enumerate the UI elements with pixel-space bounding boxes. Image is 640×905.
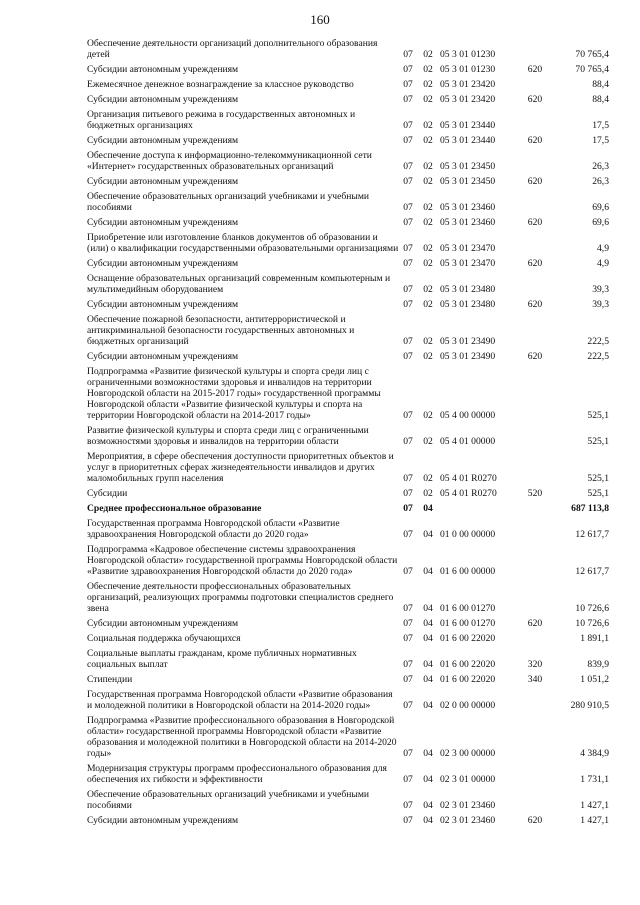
table-row — [87, 544, 609, 581]
row-subsection: 04 — [423, 659, 433, 670]
row-section: 07 — [403, 79, 413, 90]
row-name: Государственная программа Новгородской области «Развитие образования и молодежной политики в Новгородской области на 2014-2020 годы» — [87, 689, 393, 711]
row-target-article: 05 3 01 01230 — [440, 64, 496, 75]
table-row — [87, 64, 609, 79]
row-section: 07 — [403, 674, 413, 685]
row-name: Подпрограмма «Кадровое обеспечение системы здравоохранения Новгородской области» государственной программы Новгородской области «Развитие здравоохранения Новгородской области до 2020 года» — [87, 544, 398, 577]
row-name: Социальная поддержка обучающихся — [87, 633, 241, 644]
row-subsection: 02 — [423, 202, 433, 213]
row-section: 07 — [403, 49, 413, 60]
row-expense-type — [522, 191, 548, 217]
row-section: 07 — [403, 748, 413, 759]
row-section: 07 — [403, 436, 413, 447]
row-name: Подпрограмма «Развитие профессионального образования в Новгородской области» государственной программы Новгородской области «Развитие образования и молодежной политики в Новгородской области на 2014-2020 годы» — [87, 715, 397, 759]
row-section: 07 — [403, 566, 413, 577]
row-subsection: 02 — [423, 351, 433, 362]
row-name: Субсидии автономным учреждениям — [87, 176, 239, 187]
row-section: 07 — [403, 488, 413, 499]
table-row — [87, 351, 609, 366]
row-subsection: 04 — [423, 674, 433, 685]
row-amount: 1 427,1 — [580, 800, 609, 811]
row-section: 07 — [403, 284, 413, 295]
row-expense-type — [522, 273, 548, 299]
table-row — [87, 763, 609, 789]
row-subsection: 02 — [423, 436, 433, 447]
row-target-article: 05 4 01 00000 — [440, 436, 496, 447]
row-target-article: 05 3 01 23460 — [440, 202, 496, 213]
table-row — [87, 135, 609, 150]
row-expense-type — [522, 451, 548, 488]
row-amount: 525,1 — [587, 410, 609, 421]
row-name: Субсидии автономным учреждениям — [87, 94, 239, 105]
row-target-article: 02 3 01 23460 — [440, 815, 496, 826]
row-expense-type — [522, 581, 548, 618]
table-row — [87, 94, 609, 109]
row-expense-type: 620 — [527, 815, 543, 826]
row-expense-type — [522, 715, 548, 763]
row-section: 07 — [403, 700, 413, 711]
row-amount: 525,1 — [587, 473, 609, 484]
row-section: 07 — [403, 815, 413, 826]
table-row — [87, 789, 609, 815]
row-section: 07 — [403, 217, 413, 228]
row-expense-type — [522, 789, 548, 815]
row-amount: 69,6 — [592, 217, 609, 228]
row-subsection: 02 — [423, 135, 433, 146]
row-subsection: 02 — [423, 49, 433, 60]
row-target-article: 05 4 01 R0270 — [440, 488, 497, 499]
row-subsection: 04 — [423, 815, 433, 826]
table-row — [87, 109, 609, 135]
row-target-article: 05 4 01 R0270 — [440, 473, 497, 484]
table-row — [87, 451, 609, 488]
row-expense-type — [522, 763, 548, 789]
row-subsection: 04 — [423, 566, 433, 577]
row-amount: 26,3 — [592, 176, 609, 187]
row-target-article: 05 3 01 23490 — [440, 336, 496, 347]
row-target-article: 02 0 00 00000 — [440, 700, 496, 711]
row-amount: 222,5 — [587, 336, 609, 347]
table-row — [87, 217, 609, 232]
row-target-article: 05 3 01 23420 — [440, 94, 496, 105]
table-row — [87, 633, 609, 648]
row-target-article: 05 3 01 23450 — [440, 176, 496, 187]
row-section: 07 — [403, 503, 413, 514]
row-subsection: 04 — [423, 633, 433, 644]
row-name: Среднее профессиональное образование — [87, 503, 262, 514]
row-target-article: 05 3 01 23490 — [440, 351, 496, 362]
row-section: 07 — [403, 410, 413, 421]
row-target-article: 01 6 00 00000 — [440, 566, 496, 577]
row-subsection: 02 — [423, 299, 433, 310]
row-section: 07 — [403, 258, 413, 269]
row-target-article: 01 6 00 01270 — [440, 618, 496, 629]
row-amount: 687 113,8 — [571, 503, 609, 514]
row-section: 07 — [403, 603, 413, 614]
row-amount: 17,5 — [592, 120, 609, 131]
row-amount: 88,4 — [592, 94, 609, 105]
row-expense-type — [522, 314, 548, 351]
row-name: Модернизация структуры программ профессионального образования для обеспечения их гибкости и эффективности — [87, 763, 387, 785]
row-expense-type: 620 — [527, 94, 543, 105]
row-name: Ежемесячное денежное вознаграждение за классное руководство — [87, 79, 354, 90]
row-name: Социальные выплаты гражданам, кроме публичных нормативных социальных выплат — [87, 648, 357, 670]
row-name: Оснащение образовательных организаций современным компьютерным и мультимедийным оборудованием — [87, 273, 391, 295]
row-subsection: 02 — [423, 410, 433, 421]
row-expense-type: 620 — [527, 135, 543, 146]
row-expense-type — [522, 503, 548, 518]
row-amount: 39,3 — [592, 299, 609, 310]
row-amount: 1 891,1 — [580, 633, 609, 644]
row-expense-type — [522, 633, 548, 648]
table-row — [87, 258, 609, 273]
row-name: Мероприятия, в сфере обеспечения доступности приоритетных объектов и услуг в приоритетных сферах жизнедеятельности инвалидов и других маломобильных групп населения — [87, 451, 394, 484]
table-row — [87, 425, 609, 451]
table-row — [87, 79, 609, 94]
row-name: Обеспечение деятельности профессиональных образовательных организаций, реализующих программы подготовки специалистов среднего звена — [87, 581, 394, 614]
row-expense-type: 620 — [527, 258, 543, 269]
row-name: Обеспечение деятельности организаций дополнительного образования детей — [87, 38, 378, 60]
row-target-article: 05 3 01 23440 — [440, 120, 496, 131]
row-target-article: 05 4 00 00000 — [440, 410, 496, 421]
row-section: 07 — [403, 64, 413, 75]
row-section: 07 — [403, 800, 413, 811]
row-subsection: 04 — [423, 618, 433, 629]
row-subsection: 02 — [423, 473, 433, 484]
row-subsection: 02 — [423, 94, 433, 105]
row-amount: 222,5 — [587, 351, 609, 362]
row-expense-type — [522, 366, 548, 425]
row-name: Обеспечение образовательных организаций учебниками и учебными пособиями — [87, 191, 370, 213]
table-row — [87, 488, 609, 503]
row-target-article: 02 3 01 00000 — [440, 774, 496, 785]
row-name: Субсидии автономным учреждениям — [87, 217, 239, 228]
table-row — [87, 38, 609, 64]
row-target-article — [440, 503, 522, 518]
row-subsection: 02 — [423, 284, 433, 295]
row-section: 07 — [403, 473, 413, 484]
row-name: Субсидии автономным учреждениям — [87, 64, 239, 75]
table-row — [87, 191, 609, 217]
row-name: Субсидии автономным учреждениям — [87, 258, 239, 269]
row-subsection: 02 — [423, 243, 433, 254]
table-row — [87, 176, 609, 191]
row-section: 07 — [403, 299, 413, 310]
row-subsection: 04 — [423, 503, 433, 514]
row-expense-type: 320 — [527, 659, 543, 670]
row-subsection: 02 — [423, 120, 433, 131]
page-number: 160 — [310, 12, 330, 27]
table-row — [87, 366, 609, 425]
row-name: Субсидии автономным учреждениям — [87, 135, 239, 146]
row-subsection: 02 — [423, 64, 433, 75]
row-expense-type — [522, 109, 548, 135]
row-amount: 525,1 — [587, 488, 609, 499]
row-expense-type: 620 — [527, 299, 543, 310]
row-target-article: 02 3 00 00000 — [440, 748, 496, 759]
row-amount: 88,4 — [592, 79, 609, 90]
row-amount: 39,3 — [592, 284, 609, 295]
row-target-article: 05 3 01 23480 — [440, 284, 496, 295]
row-subsection: 04 — [423, 748, 433, 759]
row-target-article: 01 6 00 22020 — [440, 659, 496, 670]
row-subsection: 04 — [423, 774, 433, 785]
row-section: 07 — [403, 774, 413, 785]
row-expense-type — [522, 689, 548, 715]
row-name: Организация питьевого режима в государственных автономных и бюджетных организациях — [87, 109, 356, 131]
row-amount: 1 731,1 — [580, 774, 609, 785]
row-expense-type: 620 — [527, 176, 543, 187]
row-subsection: 04 — [423, 603, 433, 614]
row-expense-type: 620 — [527, 618, 543, 629]
row-amount: 4 384,9 — [580, 748, 609, 759]
row-section: 07 — [403, 336, 413, 347]
row-expense-type — [522, 38, 548, 64]
row-target-article: 01 0 00 00000 — [440, 529, 496, 540]
row-target-article: 01 6 00 22020 — [440, 674, 496, 685]
row-amount: 1 427,1 — [580, 815, 609, 826]
row-name: Субсидии автономным учреждениям — [87, 299, 239, 310]
table-row — [87, 273, 609, 299]
row-amount: 839,9 — [587, 659, 609, 670]
row-target-article: 05 3 01 23470 — [440, 258, 496, 269]
row-target-article: 01 6 00 22020 — [440, 633, 496, 644]
row-expense-type — [522, 544, 548, 581]
table-row — [87, 518, 609, 544]
row-target-article: 05 3 01 23450 — [440, 161, 496, 172]
row-expense-type — [522, 150, 548, 176]
row-section: 07 — [403, 243, 413, 254]
row-name: Развитие физической культуры и спорта среди лиц с ограниченными возможностями здоровья и инвалидов на территории области — [87, 425, 369, 447]
row-section: 07 — [403, 529, 413, 540]
row-target-article: 05 3 01 23420 — [440, 79, 496, 90]
row-expense-type — [522, 425, 548, 451]
row-amount: 4,9 — [597, 258, 609, 269]
row-section: 07 — [403, 176, 413, 187]
row-amount: 10 726,6 — [575, 618, 609, 629]
row-name: Приобретение или изготовление бланков документов об образовании и (или) о квалификации государственными образовательными организациями — [87, 232, 399, 254]
row-section: 07 — [403, 120, 413, 131]
table-row — [87, 815, 609, 830]
row-subsection: 02 — [423, 258, 433, 269]
row-section: 07 — [403, 135, 413, 146]
row-amount: 4,9 — [597, 243, 609, 254]
row-amount: 10 726,6 — [575, 603, 609, 614]
row-name: Обеспечение доступа к информационно-телекоммуникационной сети «Интернет» государственных образовательных организаций — [87, 150, 372, 172]
row-target-article: 05 3 01 23440 — [440, 135, 496, 146]
row-section: 07 — [403, 94, 413, 105]
row-subsection: 04 — [423, 700, 433, 711]
row-subsection: 02 — [423, 161, 433, 172]
row-amount: 69,6 — [592, 202, 609, 213]
row-target-article: 05 3 01 23480 — [440, 299, 496, 310]
row-section: 07 — [403, 659, 413, 670]
budget-rows — [87, 38, 609, 830]
table-row — [87, 674, 609, 689]
row-subsection: 02 — [423, 336, 433, 347]
row-expense-type — [522, 232, 548, 258]
table-row — [87, 232, 609, 258]
row-subsection: 02 — [423, 217, 433, 228]
row-target-article: 05 3 01 23460 — [440, 217, 496, 228]
table-row — [87, 689, 609, 715]
budget-table — [87, 38, 609, 830]
row-subsection: 02 — [423, 176, 433, 187]
table-row — [87, 581, 609, 618]
row-expense-type: 620 — [527, 64, 543, 75]
table-row — [87, 299, 609, 314]
row-amount: 70 765,4 — [575, 49, 609, 60]
table-row — [87, 150, 609, 176]
row-name: Обеспечение образовательных организаций учебниками и учебными пособиями — [87, 789, 370, 811]
row-expense-type — [522, 518, 548, 544]
table-row — [87, 648, 609, 674]
row-expense-type: 620 — [527, 351, 543, 362]
table-row — [87, 503, 609, 518]
row-subsection: 04 — [423, 529, 433, 540]
row-expense-type — [522, 79, 548, 94]
row-amount: 26,3 — [592, 161, 609, 172]
row-target-article: 02 3 01 23460 — [440, 800, 496, 811]
row-target-article: 01 6 00 01270 — [440, 603, 496, 614]
row-section: 07 — [403, 633, 413, 644]
row-expense-type: 520 — [527, 488, 543, 499]
row-section: 07 — [403, 618, 413, 629]
row-amount: 12 617,7 — [575, 566, 609, 577]
table-row — [87, 618, 609, 633]
row-name: Субсидии — [87, 488, 128, 499]
row-amount: 12 617,7 — [575, 529, 609, 540]
row-name: Субсидии автономным учреждениям — [87, 618, 239, 629]
table-row — [87, 715, 609, 763]
row-amount: 280 910,5 — [570, 700, 609, 711]
row-amount: 70 765,4 — [575, 64, 609, 75]
row-target-article: 05 3 01 23470 — [440, 243, 496, 254]
row-name: Стипендии — [87, 674, 133, 685]
row-section: 07 — [403, 202, 413, 213]
row-expense-type: 620 — [527, 217, 543, 228]
row-target-article: 05 3 01 01230 — [440, 49, 496, 60]
row-section: 07 — [403, 351, 413, 362]
row-name: Подпрограмма «Развитие физической культуры и спорта среди лиц с ограниченными возможностями здоровья и инвалидов на территории Новгородской области на 2015-2017 годы» государственной программы Новгородской области «Развитие физической культуры и спорта на территории Новгородской области на 2014-2017 годы» — [87, 366, 381, 421]
row-name: Обеспечение пожарной безопасности, антитеррористической и антикриминальной безопасности государственных автономных и бюджетных организаций — [87, 314, 355, 347]
row-name: Субсидии автономным учреждениям — [87, 815, 239, 826]
row-name: Государственная программа Новгородской области «Развитие здравоохранения Новгородской области до 2020 года» — [87, 518, 340, 540]
row-amount: 1 051,2 — [580, 674, 609, 685]
row-subsection: 04 — [423, 800, 433, 811]
row-amount: 17,5 — [592, 135, 609, 146]
table-row — [87, 314, 609, 351]
row-amount: 525,1 — [587, 436, 609, 447]
row-subsection: 02 — [423, 79, 433, 90]
row-subsection: 02 — [423, 488, 433, 499]
row-section: 07 — [403, 161, 413, 172]
row-expense-type: 340 — [527, 674, 543, 685]
row-name: Субсидии автономным учреждениям — [87, 351, 239, 362]
